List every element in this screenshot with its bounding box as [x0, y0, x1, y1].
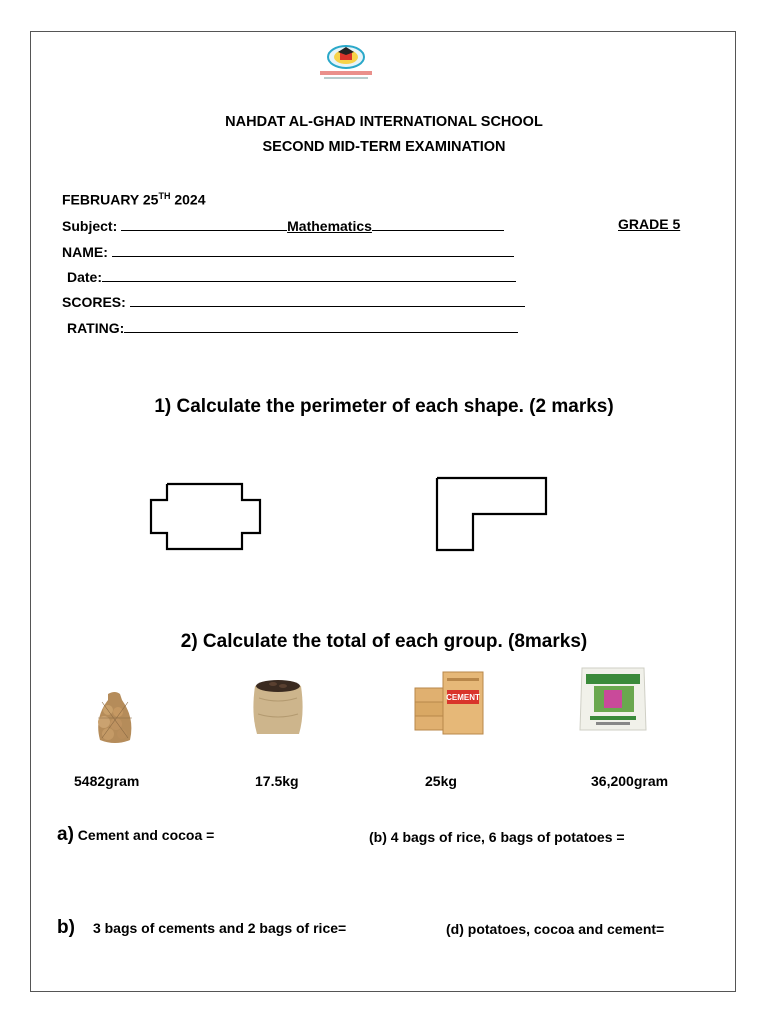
grade-label: GRADE 5	[618, 216, 681, 232]
date-superscript: TH	[158, 191, 171, 201]
part-b-rice-potatoes: (b) 4 bags of rice, 6 bags of potatoes =	[369, 829, 625, 845]
name-blank[interactable]	[112, 242, 514, 257]
date-field	[67, 267, 516, 285]
date-prefix: FEBRUARY 25	[62, 191, 159, 208]
part-a-marker: a)	[57, 824, 74, 845]
name-label: NAME:	[62, 244, 112, 260]
school-logo	[306, 42, 386, 82]
scores-label: SCORES:	[62, 294, 130, 310]
shape-l	[430, 470, 560, 560]
cement-bag-text: CEMENT	[446, 693, 480, 702]
subject-value: Mathematics	[287, 218, 372, 234]
name-field	[62, 242, 514, 260]
rice-bag-image	[576, 664, 650, 734]
part-b-text: 3 bags of cements and 2 bags of rice=	[92, 920, 347, 936]
school-name: NAHDAT AL-GHAD INTERNATIONAL SCHOOL	[225, 114, 543, 130]
rice-weight: 36,200gram	[591, 773, 669, 789]
question-1: 1) Calculate the perimeter of each shape. (2 marks)	[154, 396, 614, 417]
rating-label: RATING:	[67, 320, 125, 336]
cement-bags-image	[413, 668, 489, 738]
part-b-cement-rice	[57, 917, 346, 939]
rating-field	[67, 318, 518, 336]
part-a	[57, 824, 214, 846]
date-blank[interactable]	[102, 267, 516, 282]
page-border	[30, 31, 736, 992]
rating-blank[interactable]	[124, 318, 518, 333]
cocoa-weight: 17.5kg	[255, 773, 299, 789]
part-d: (d) potatoes, cocoa and cement=	[446, 921, 665, 937]
shape-cross	[140, 476, 270, 556]
subject-blank[interactable]	[121, 216, 287, 231]
scores-blank[interactable]	[130, 292, 525, 307]
date-year: 2024	[170, 191, 206, 208]
exam-date	[62, 191, 206, 208]
potato-sack-image	[80, 688, 150, 750]
cocoa-sack-image	[243, 674, 313, 736]
question-2: 2) Calculate the total of each group. (8marks)	[180, 631, 588, 652]
exam-title: SECOND MID-TERM EXAMINATION	[262, 139, 506, 155]
part-a-text: Cement and cocoa =	[73, 827, 215, 843]
subject-label: Subject:	[62, 218, 122, 234]
potato-weight: 5482gram	[74, 773, 140, 789]
date-label: Date:	[67, 269, 103, 285]
part-b-marker: b)	[57, 917, 75, 938]
subject-blank-2[interactable]	[372, 216, 504, 231]
scores-field	[62, 292, 525, 310]
subject-field	[62, 216, 504, 234]
cement-weight: 25kg	[425, 773, 457, 789]
